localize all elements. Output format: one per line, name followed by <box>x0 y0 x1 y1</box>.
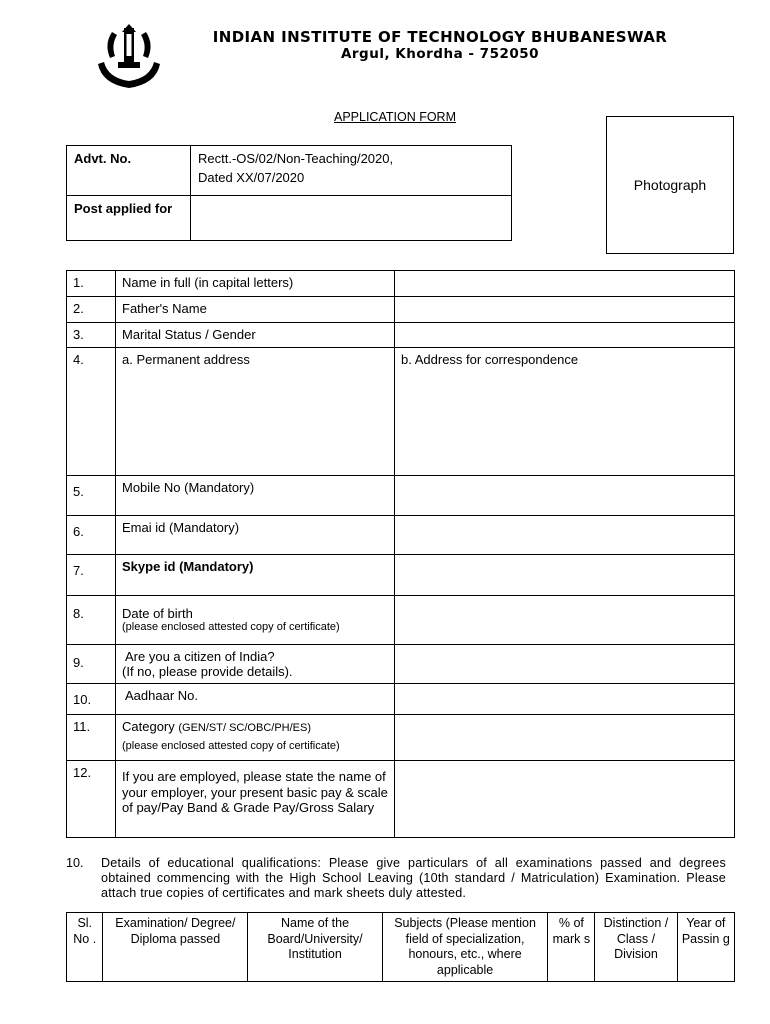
permanent-address-field[interactable] <box>116 348 395 476</box>
row-number: 4. <box>67 348 116 476</box>
row-number: 10. <box>67 684 116 715</box>
education-instructions-text: Details of educational qualifications: Please give particulars of all examinations passed and degrees obtained commencing with the High School Leaving (10th standard / Matriculation) Examination. Please attach true copies of certificates and mark sheets duly attested. <box>101 856 726 900</box>
column-header-sl-no: Sl. No . <box>67 913 103 982</box>
category-label: Category <box>122 719 175 734</box>
education-section-number: 10. <box>66 856 84 870</box>
table-row <box>67 323 735 348</box>
employment-label: If you are employed, please state the name of your employer, your present basic pay & scale of pay/Pay Band & Grade Pay/Gross Salary <box>116 761 395 838</box>
column-header-subjects: Subjects (Please mention field of specialization, honours, etc., where applicable <box>382 913 548 982</box>
table-row <box>67 715 735 761</box>
form-title: APPLICATION FORM <box>333 110 456 124</box>
advt-no-line2: Dated XX/07/2020 <box>198 170 305 185</box>
table-row <box>67 761 735 838</box>
email-field[interactable] <box>395 516 735 555</box>
row-number: 9. <box>67 645 116 684</box>
row-number: 8. <box>67 596 116 645</box>
category-cell <box>116 715 395 761</box>
table-row <box>67 684 735 715</box>
table-row <box>67 348 735 476</box>
citizen-label: Are you a citizen of India? <box>125 649 275 664</box>
marital-status-field[interactable] <box>395 323 735 348</box>
correspondence-address-field[interactable] <box>395 348 735 476</box>
skype-label: Skype id (Mandatory) <box>116 555 395 596</box>
table-row <box>67 271 735 297</box>
name-label: Name in full (in capital letters) <box>116 271 395 297</box>
dob-field[interactable] <box>395 596 735 645</box>
row-number: 5. <box>67 476 116 516</box>
institute-address: Argul, Khordha - 752050 <box>340 46 540 62</box>
advt-no-line1: Rectt.-OS/02/Non-Teaching/2020, <box>198 151 394 166</box>
category-note: (please enclosed attested copy of certificate) <box>122 740 340 752</box>
row-number: 3. <box>67 323 116 348</box>
advt-no-label: Advt. No. <box>67 146 191 196</box>
permanent-address-label: a. Permanent address <box>122 352 250 367</box>
aadhaar-label: Aadhaar No. <box>125 688 198 703</box>
dob-label: Date of birth <box>122 606 193 621</box>
father-name-label: Father's Name <box>116 297 395 323</box>
row-number: 11. <box>67 715 116 761</box>
table-row <box>67 516 735 555</box>
table-row <box>67 297 735 323</box>
photograph-box[interactable] <box>606 116 734 254</box>
father-name-field[interactable] <box>395 297 735 323</box>
column-header-year: Year of Passin g <box>677 913 734 982</box>
marital-status-label: Marital Status / Gender <box>116 323 395 348</box>
column-header-board: Name of the Board/University/ Institution <box>248 913 382 982</box>
name-field[interactable] <box>395 271 735 297</box>
column-header-examination: Examination/ Degree/ Diploma passed <box>103 913 248 982</box>
row-number: 1. <box>67 271 116 297</box>
mobile-label: Mobile No (Mandatory) <box>116 476 395 516</box>
institute-name: INDIAN INSTITUTE OF TECHNOLOGY BHUBANESWAR <box>212 28 668 46</box>
aadhaar-field[interactable] <box>395 684 735 715</box>
category-options: (GEN/ST/ SC/OBC/PH/ES) <box>178 722 312 734</box>
table-row <box>67 596 735 645</box>
post-applied-field[interactable] <box>191 196 512 241</box>
table-row <box>67 555 735 596</box>
citizen-field[interactable] <box>395 645 735 684</box>
education-table <box>66 912 735 982</box>
advt-no-value <box>191 146 512 196</box>
dob-note: (please enclosed attested copy of certificate) <box>122 621 340 633</box>
mobile-field[interactable] <box>395 476 735 516</box>
post-applied-label: Post applied for <box>67 196 191 241</box>
aadhaar-cell <box>116 684 395 715</box>
category-field[interactable] <box>395 715 735 761</box>
column-header-percent-marks: % of mark s <box>548 913 595 982</box>
employment-field[interactable] <box>395 761 735 838</box>
row-number: 12. <box>67 761 116 838</box>
dob-cell <box>116 596 395 645</box>
column-header-distinction: Distinction / Class / Division <box>595 913 677 982</box>
applicant-details-table <box>66 270 735 838</box>
table-row <box>67 476 735 516</box>
advt-table <box>66 145 512 241</box>
citizen-cell <box>116 645 395 684</box>
education-table-header <box>67 913 735 982</box>
row-number: 2. <box>67 297 116 323</box>
correspondence-address-label: b. Address for correspondence <box>401 352 579 367</box>
row-number: 7. <box>67 555 116 596</box>
citizen-note: (If no, please provide details). <box>122 664 293 679</box>
skype-field[interactable] <box>395 555 735 596</box>
row-number: 6. <box>67 516 116 555</box>
email-label: Emai id (Mandatory) <box>116 516 395 555</box>
education-instructions <box>66 856 726 901</box>
photograph-label: Photograph <box>633 177 707 193</box>
table-row <box>67 645 735 684</box>
